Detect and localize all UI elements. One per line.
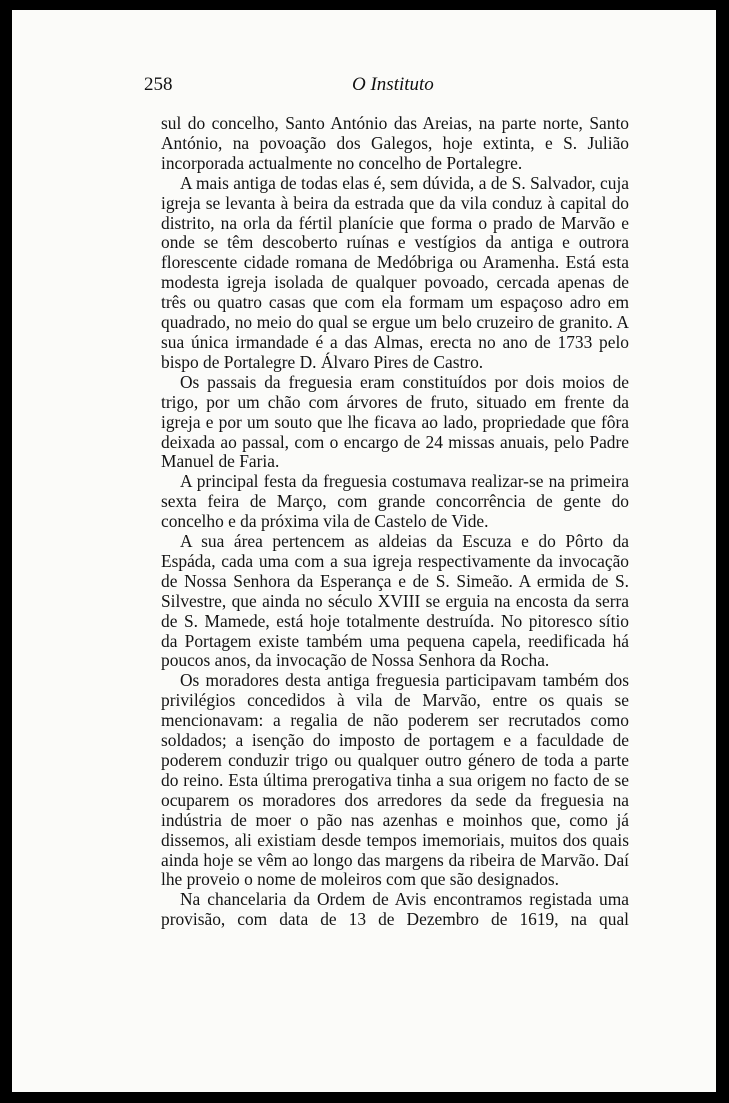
page-number: 258	[144, 74, 173, 95]
paragraph-s-salvador: A mais antiga de todas elas é, sem dúvida, a de S. Salvador, cuja igreja se levanta à beira da estrada que da vila conduz à capital do distrito, na orla da fértil planície que forma o prado de Marvão e onde se têm descoberto ruínas e vestígios da antiga e outrora florescente cidade romana de Medóbriga ou Aramenha. Está esta modesta igreja isolada de qualquer povoado, cercada apenas de três ou quatro casas que com ela formam um espaçoso adro em quadrado, no meio do qual se ergue um belo cruzeiro de granito. A sua única irmandade é a das Almas, erecta no ano de 1733 pelo bispo de Portalegre D. Álvaro Pires de Castro.	[161, 172, 629, 372]
paragraph-concelho-parishes: sul do concelho, Santo António das Areias, na parte norte, Santo António, na povoação dos Galegos, hoje extinta, e S. Julião incorporada actualmente no concelho de Portalegre.	[161, 113, 629, 173]
book-page	[12, 10, 716, 1092]
body-text	[161, 114, 629, 930]
paragraph-privilegios: Os moradores desta antiga freguesia participavam também dos privilégios concedidos à vila de Marvão, entre os quais se mencionavam: a regalia de não poderem ser recrutados como soldados; a isenção do imposto de portagem e a faculdade de poderem conduzir trigo ou qualquer outro género de toda a parte do reino. Esta última prerogativa tinha a sua origem no facto de se ocuparem os moradores dos arredores da sede da freguesia na indústria de moer o pão nas azenhas e moinhos que, como já dissemos, ali existiam desde tempos imemoriais, muitos dos quais ainda hoje se vêm ao longo das margens da ribeira de Marvão. Daí lhe proveio o nome de moleiros com que são designados.	[161, 670, 629, 890]
running-title: O Instituto	[352, 74, 434, 95]
paragraph-passais: Os passais da freguesia eram constituídos por dois moios de trigo, por um chão com árvores de fruto, situado em frente da igreja e por um souto que lhe ficava ao lado, propriedade que fôra deixada ao passal, com o encargo de 24 missas anuais, pelo Padre Manuel de Faria.	[161, 371, 629, 472]
paragraph-aldeias: A sua área pertencem as aldeias da Escuza e do Pôrto da Espáda, cada uma com a sua igreja respectivamente da invocação de Nossa Senhora da Esperança e de S. Simeão. A ermida de S. Silvestre, que ainda no século XVIII se erguia na encosta da serra de S. Mamede, está hoje totalmente destruída. No pitoresco sítio da Portagem existe também uma pequena capela, reedificada há poucos anos, da invocação de Nossa Senhora da Rocha.	[161, 531, 629, 671]
running-head	[12, 74, 716, 100]
paragraph-chancelaria: Na chancelaria da Ordem de Avis encontramos registada uma provisão, com data de 13 de Dezembro de 1619, na qual	[161, 889, 629, 930]
paragraph-festa: A principal festa da freguesia costumava realizar-se na primeira sexta feira de Março, com grande concorrência de gente do concelho e da próxima vila de Castelo de Vide.	[161, 471, 629, 532]
